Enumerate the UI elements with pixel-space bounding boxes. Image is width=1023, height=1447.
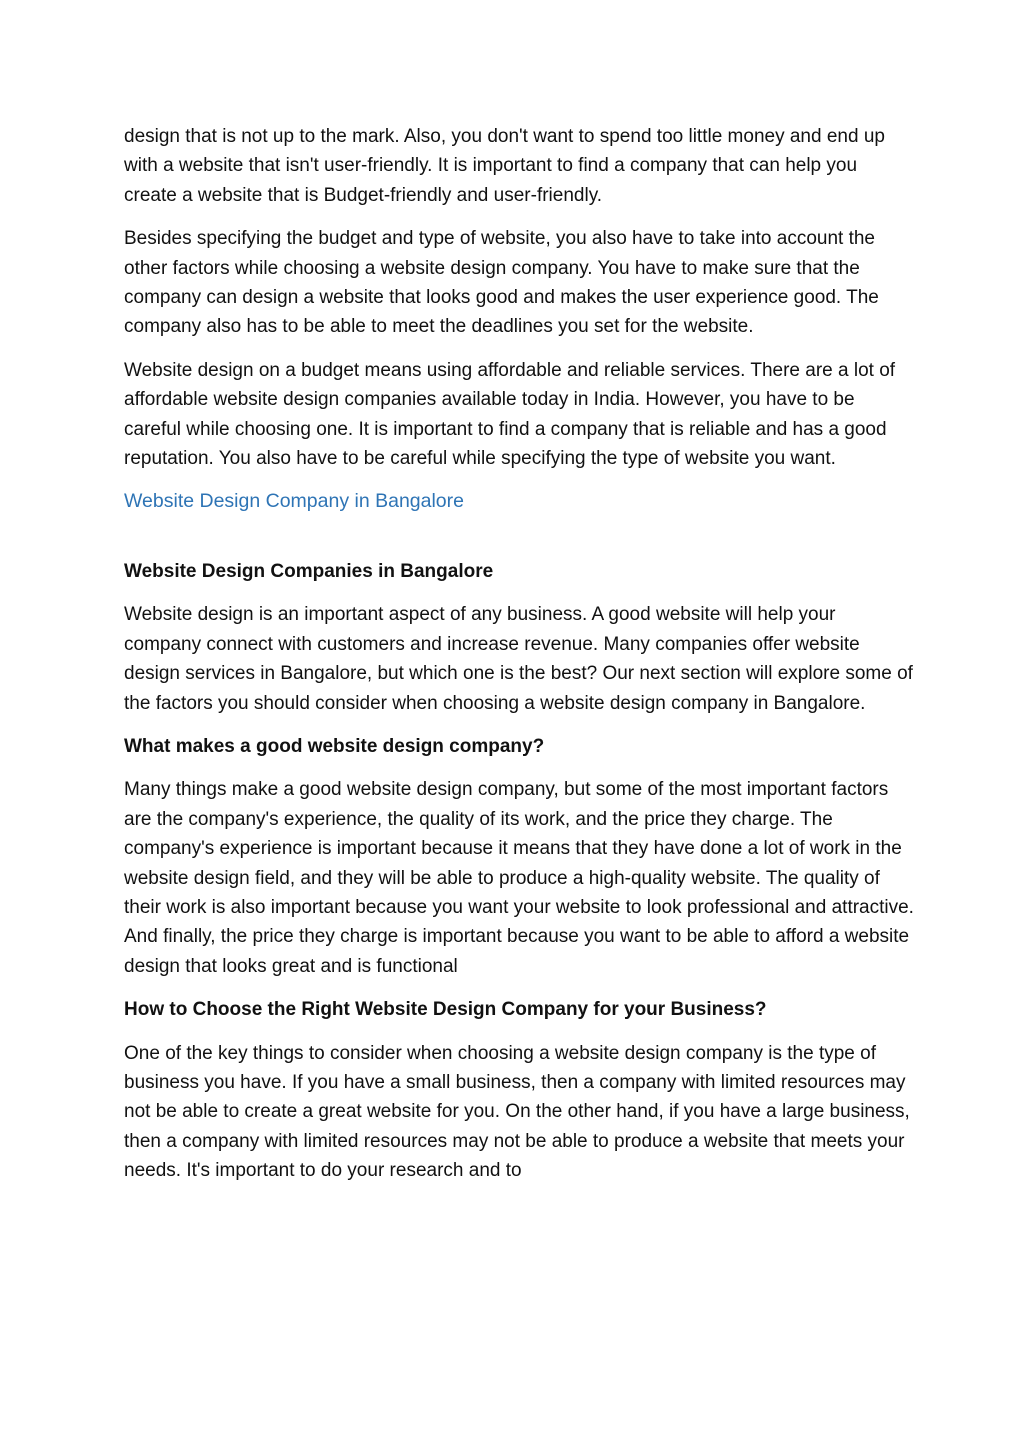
section-body-choose: One of the key things to consider when choosing a website design company is the type of business you have. If you have a small business, then a company with limited resources may not be able to create a great website for you. On the other hand, if you have a large business, then a company with limited resources may not be able to produce a website that meets your needs. It's important to do your research and to: [124, 1042, 910, 1182]
section-heading-companies: Website Design Companies in Bangalore: [124, 560, 494, 582]
intro-paragraph-3: Website design on a budget means using affordable and reliable services. There are a lot of affordable website design companies available today in India. However, you have to be careful while choosing one. It is important to find a company that is reliable and has a good reputation. You also have to be careful while specifying the type of website you want.: [124, 359, 896, 470]
section-heading-good-company: What makes a good website design company?: [124, 735, 545, 757]
intro-paragraph-1: design that is not up to the mark. Also, you don't want to spend too little money and end up with a website that isn't user-friendly. It is important to find a company that can help you create a website that is Budget-friendly and user-friendly.: [124, 126, 885, 206]
intro-paragraph-2: Besides specifying the budget and type of website, you also have to take into account the other factors while choosing a website design company. You have to make sure that the company can design a website that looks good and makes the user experience good. The company also has to be able to meet the deadlines you set for the website.: [124, 228, 879, 338]
document-page: [124, 122, 914, 1200]
section-body-good-company: Many things make a good website design company, but some of the most important factors are the company's experience, the quality of its work, and the price they charge. The company's experience is important because it means that they have done a lot of work in the website design field, and they will be able to produce a high-quality website. The quality of their work is also important because you want your website to look professional and attractive. And finally, the price they charge is important because you want to be able to afford a website design that looks great and is functional: [124, 779, 914, 977]
link-heading[interactable]: Website Design Company in Bangalore: [124, 490, 464, 513]
section-body-companies: Website design is an important aspect of any business. A good website will help your company connect with customers and increase revenue. Many companies offer website design services in Bangalore, but which one is the best? Our next section will explore some of the factors you should consider when choosing a website design company in Bangalore.: [124, 604, 913, 714]
section-heading-choose: How to Choose the Right Website Design Company for your Business?: [124, 999, 767, 1021]
